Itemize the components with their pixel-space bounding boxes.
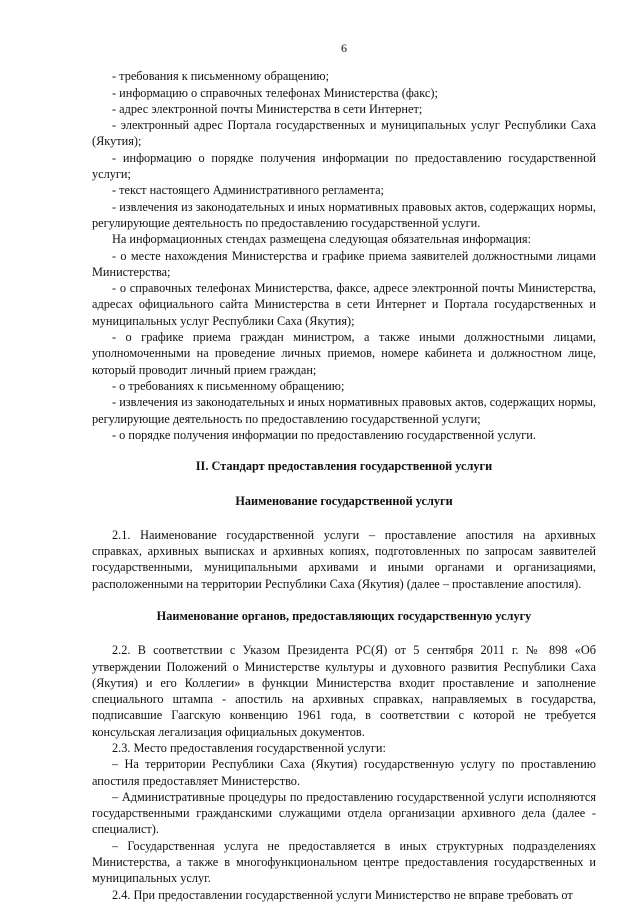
subheading: Наименование органов, предоставляющих государственную услугу [156,608,532,623]
page-number: 6 [341,41,347,55]
list-item: - адрес электронной почты Министерства в сети Интернет; [112,101,423,116]
list-item: - о справочных телефонах Министерства, факсе, адресе электронной почты Министерства, адресах официального сайта Министерства в сети Интернет и Портала государственных и муниципальных услуг Республики Саха (Якутия); [92,281,596,328]
list-item: - текст настоящего Административного регламента; [112,183,384,198]
paragraph: 2.4. При предоставлении государственной услуги Министерство не вправе требовать от [112,887,573,902]
list-item: - о требованиях к письменному обращению; [112,378,345,393]
list-item: - извлечения из законодательных и иных нормативных правовых актов, содержащих нормы, регулирующие деятельность по предоставлению государственной услуги. [92,199,596,230]
section-title: II. Стандарт предоставления государственной услуги [195,459,493,474]
list-item: - извлечения из законодательных и иных нормативных правовых актов, содержащих нормы, регулирующие деятельность по предоставлению государственной услуги; [92,395,596,426]
list-item: - требования к письменному обращению; [112,69,329,84]
list-item: - о месте нахождения Министерства и графике приема заявителей должностными лицами Министерства; [92,248,596,279]
list-item: - о порядке получения информации по предоставлению государственной услуги. [112,427,536,442]
paragraph-2-1: 2.1. Наименование государственной услуги – проставление апостиля на архивных справках, архивных выписках и архивных копиях, подготовленных по запросам заявителей государственными, муниципальными архивами и иными органами и организациями, расположенными на территории Республики Саха (Якутия) (далее – проставление апостиля). [92,527,596,591]
list-item: – На территории Республики Саха (Якутия) государственную услугу по проставлению апостиля предоставляет Министерство. [92,757,596,788]
provision-list [92,642,596,903]
list-item: - о графике приема граждан министром, а также иными должностными лицами, уполномоченными на проведение личных приемов, номере кабинета и должностном лице, который проводит личный прием граждан; [92,330,596,377]
list-item: – Государственная услуга не предоставляется в иных структурных подразделениях Министерства, а также в многофункциональном центре предоставления государственных и муниципальных услуг. [92,838,596,886]
list-item: - электронный адрес Портала государственных и муниципальных услуг Республики Саха (Якутия); [92,118,596,149]
info-list [92,68,596,443]
paragraph: На информационных стендах размещена следующая обязательная информация: [112,232,532,247]
list-item: - информацию о порядке получения информации по предоставлению государственной услуги; [92,150,596,182]
paragraph: 2.2. В соответствии с Указом Президента РС(Я) от 5 сентября 2011 г. № 898 «Об утверждении Положений о Министерстве культуры и духовного развития Республики Саха (Якутия) и его Коллегии» в функции Министерства входит проставление и заполнение специального штампа - апостиль на архивных справках, направляемых в государства, подписавшие Гаагскую конвенцию 1961 года, в соответствии с которой не требуется консульская легализация официальных документов. [92,643,596,739]
subheading: Наименование государственной услуги [235,494,453,509]
list-item: – Административные процедуры по предоставлению государственной услуги исполняются государственными гражданскими служащими отдела организации архивного дела (далее - специалист). [92,789,596,837]
list-item: - информацию о справочных телефонах Министерства (факс); [112,85,438,100]
paragraph: 2.3. Место предоставления государственной услуги: [112,740,386,755]
